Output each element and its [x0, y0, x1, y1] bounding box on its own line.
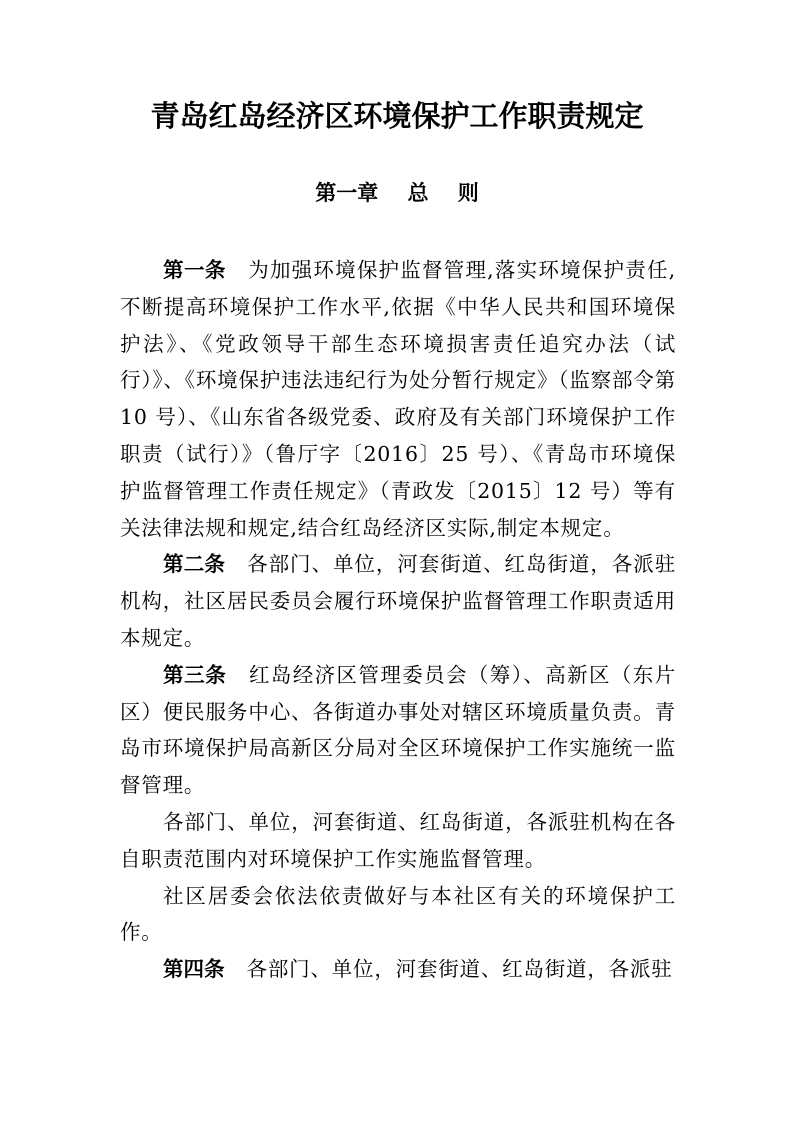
- article-label: 第二条: [163, 552, 225, 577]
- article-3: [120, 657, 676, 804]
- article-1: [120, 252, 676, 546]
- article-text: 红岛经济区管理委员会（筹）、高新区（东片区）便民服务中心、各街道办事处对辖区环境质量负责。青岛市环境保护局高新区分局对全区环境保护工作实施统一监督管理。: [120, 662, 677, 798]
- paragraph: 各部门、单位，河套街道、红岛街道，各派驻机构在各自职责范围内对环境保护工作实施监督管理。: [120, 809, 676, 871]
- article-4: [120, 951, 676, 988]
- article-text: 各部门、单位，河套街道、红岛街道，各派驻机构，社区居民委员会履行环境保护监督管理工作职责适用本规定。: [120, 552, 677, 650]
- article-text: 为加强环境保护监督管理,落实环境保护责任,不断提高环境保护工作水平,依据《中华人民共和国环境保护法》、《党政领导干部生态环境损害责任追究办法（试行）》、《环境保护违法违纪行为处分暂行规定》（监察部令第 10 号）、《山东省各级党委、政府及有关部门环境保护工作职责（试行）》（鲁厅字〔2016〕25 号）、《青岛市环境保护监督管理工作责任规定》（青政发〔2015〕12 号）等有关法律法规和规定,结合红岛经济区实际,制定本规定。: [120, 258, 676, 540]
- document-body: [120, 252, 676, 988]
- article-label: 第一条: [163, 258, 226, 282]
- paragraph: 社区居委会依法依责做好与本社区有关的环境保护工作。: [120, 883, 676, 945]
- chapter-heading: 第一章 总 则: [315, 181, 479, 205]
- article-text: 各部门、单位，河套街道、红岛街道，各派驻: [246, 957, 673, 982]
- article-label: 第四条: [163, 957, 225, 982]
- document-title: 青岛红岛经济区环境保护工作职责规定: [150, 99, 644, 133]
- article-label: 第三条: [163, 662, 227, 687]
- article-2: [120, 546, 676, 656]
